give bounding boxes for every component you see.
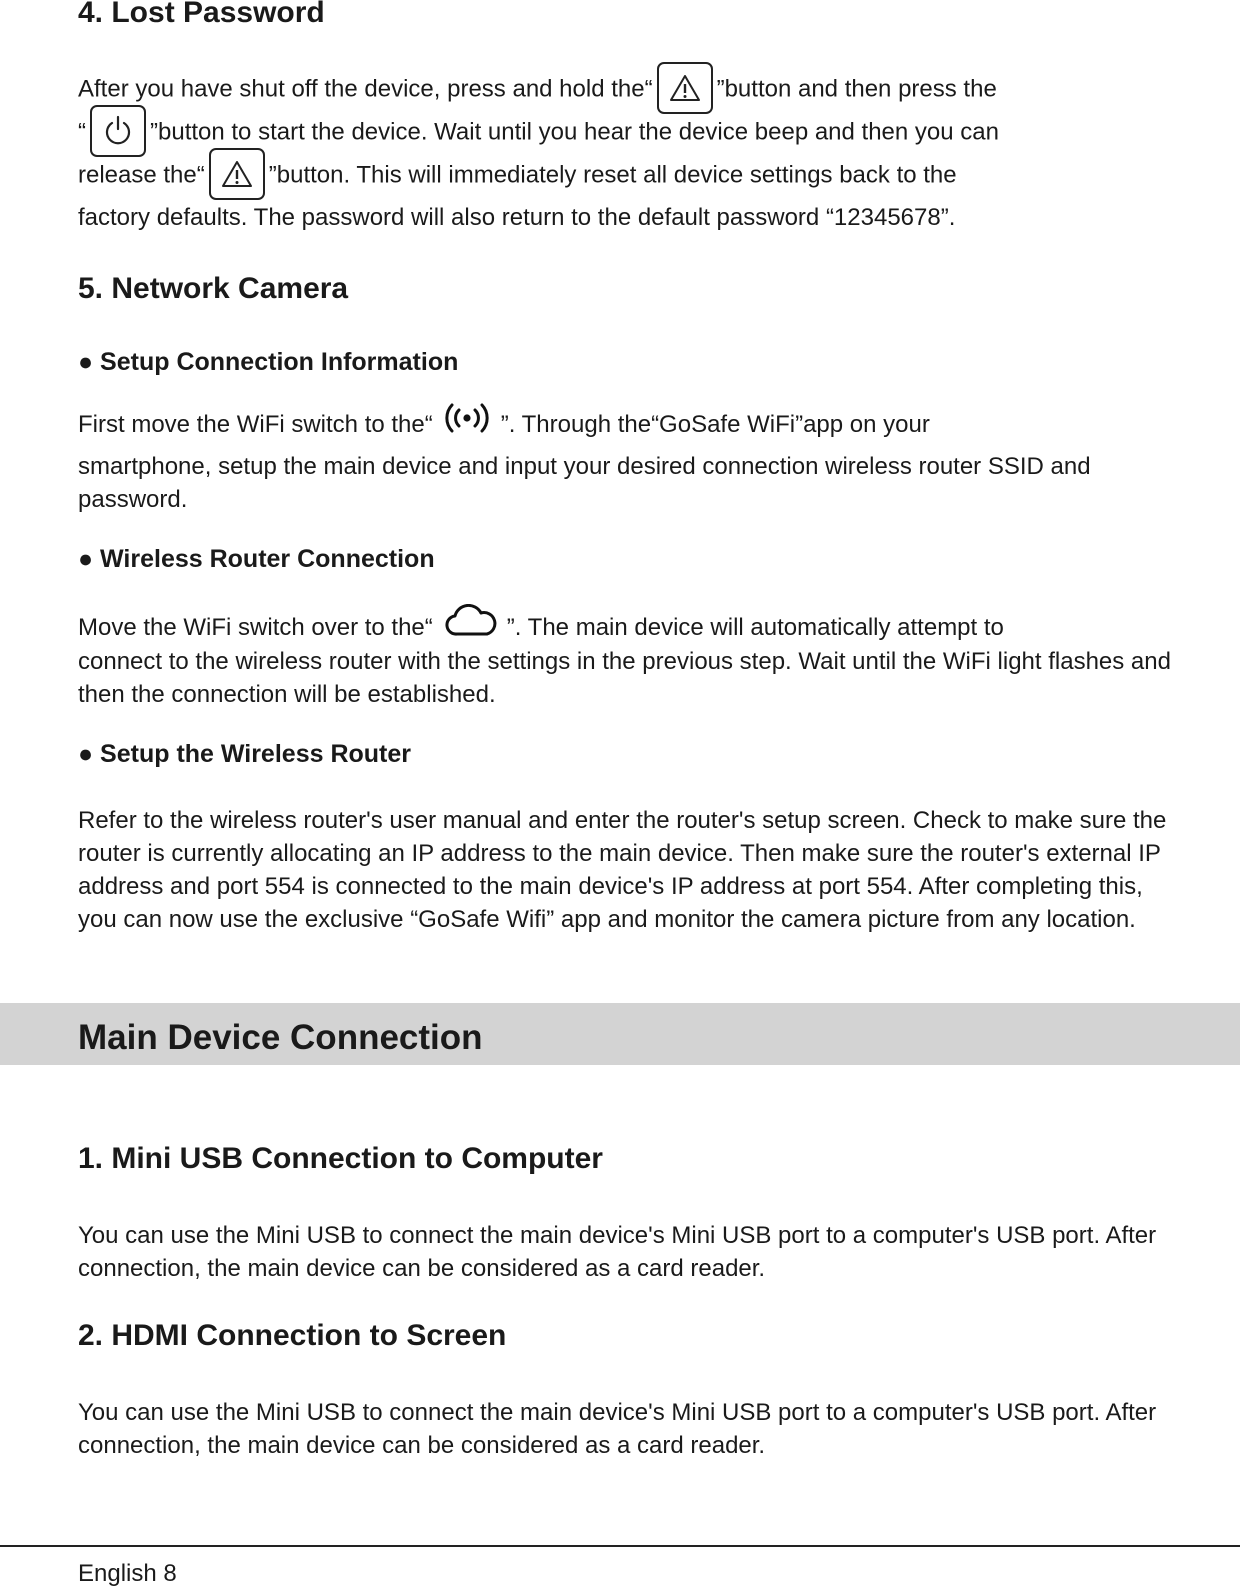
main-device-connection-title: Main Device Connection	[78, 1018, 483, 1057]
lost-password-line-1: After you have shut off the device, press and hold the“ ”button and then press the	[78, 64, 997, 108]
network-camera-heading: 5. Network Camera	[78, 272, 349, 305]
wireless-signal-icon	[439, 403, 495, 442]
section-title-band	[0, 1003, 1240, 1065]
setup-connection-info-body: smartphone, setup the main device and input your desired connection wireless router SSID and password.	[78, 453, 1091, 513]
lost-password-line-2: “ ”button to start the device. Wait until you hear the device beep and then you can	[78, 107, 999, 151]
hdmi-connection-heading: 2. HDMI Connection to Screen	[78, 1319, 507, 1352]
wireless-router-connection-heading: ● Wireless Router Connection	[78, 545, 435, 573]
warning-triangle-icon	[209, 148, 265, 200]
page-number: English 8	[78, 1560, 177, 1587]
wireless-router-connection-body: connect to the wireless router with the settings in the previous step. Wait until the WiFi light flashes and then the connection will be established.	[78, 648, 1171, 708]
lost-password-line-3: release the“ ”button. This will immediately reset all device settings back to the	[78, 150, 957, 194]
hdmi-connection-body: You can use the Mini USB to connect the main device's Mini USB port to a computer's USB port. After connection, the main device can be considered as a card reader.	[78, 1399, 1157, 1459]
usb-connection-body: You can use the Mini USB to connect the main device's Mini USB port to a computer's USB port. After connection, the main device can be considered as a card reader.	[78, 1222, 1157, 1282]
setup-connection-info-line-1: First move the WiFi switch to the“ ”. Through the“GoSafe WiFi”app on your	[78, 406, 930, 439]
setup-connection-info-heading: ● Setup Connection Information	[78, 348, 459, 376]
footer-divider	[0, 1545, 1240, 1547]
setup-wireless-router-heading: ● Setup the Wireless Router	[78, 740, 411, 768]
lost-password-heading: 4. Lost Password	[78, 0, 325, 29]
wireless-router-connection-line-1: Move the WiFi switch over to the“ ”. The main device will automatically attempt to	[78, 607, 1004, 640]
setup-wireless-router-body: Refer to the wireless router's user manual and enter the router's setup screen. Check to make sure the router is currently allocating an IP address to the main device. Then make sure the router's external IP address and port 554 is connected to the main device's IP address at port 554. After completing this, you can now use the exclusive “GoSafe Wifi” app and monitor the camera picture from any location.	[78, 807, 1167, 933]
usb-connection-heading: 1. Mini USB Connection to Computer	[78, 1142, 603, 1175]
lost-password-line-4: factory defaults. The password will also return to the default password “12345678”.	[78, 204, 956, 231]
cloud-icon	[443, 604, 499, 647]
